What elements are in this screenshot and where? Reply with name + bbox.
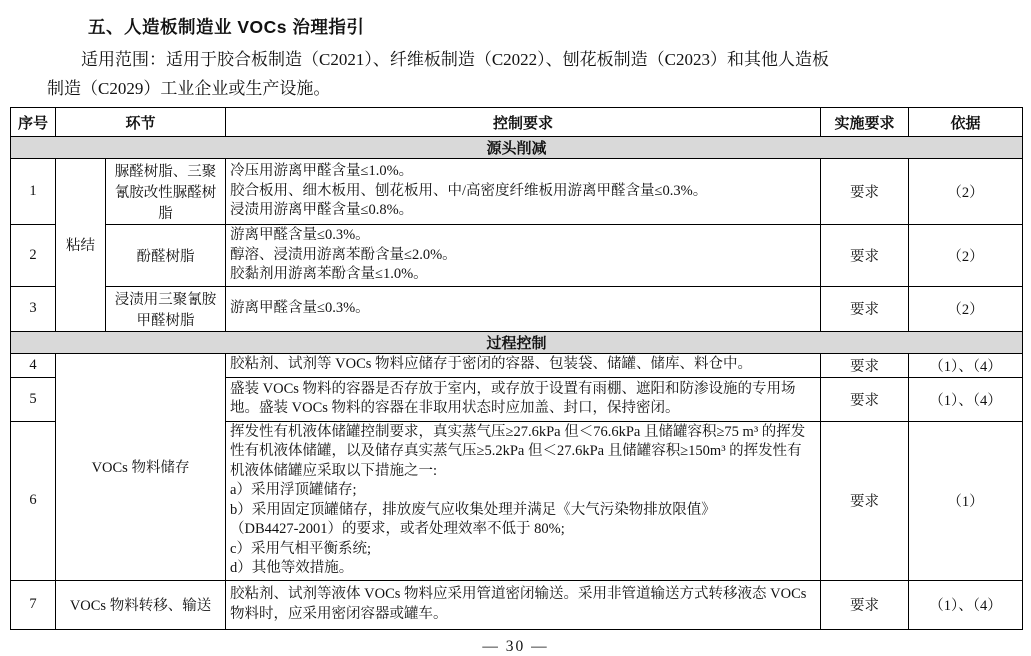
implementation-cell: 要求: [821, 580, 909, 629]
table-header-row: [11, 108, 1023, 137]
stage-group-bonding: 粘结: [56, 159, 106, 332]
control-line: b）采用固定顶罐储存，排放废气应收集处理并满足《大气污染物排放限值》: [230, 501, 716, 518]
control-line: 浸渍用游离甲醛含量≤0.8%。: [230, 202, 414, 219]
section-source-reduction: [11, 137, 1023, 159]
section-label: 源头削减: [11, 137, 1023, 159]
implementation-cell: 要求: [821, 159, 909, 225]
stage-cell: 脲醛树脂、三聚氰胺改性脲醛树脂: [106, 159, 226, 225]
control-line: 胶黏剂用游离苯酚含量≤1.0%。: [230, 266, 428, 282]
control-line: 挥发性有机液体储罐控制要求，真实蒸气压≥27.6kPa 但＜76.6kPa 且储罐容积≥75 m³ 的挥发性有机液体储罐，以及储存真实蒸气压≥5.2kPa 但＜27.6kPa 且储罐容积≥150m³ 的挥发性有机液体储罐应采取以下措施之一:: [230, 423, 806, 479]
basis-cell: （1）: [909, 421, 1023, 580]
row-no: 5: [11, 377, 56, 421]
control-line: 醇溶、浸渍用游离苯酚含量≤2.0%。: [230, 246, 457, 263]
row-no: 1: [11, 159, 56, 225]
control-line: 胶粘剂、试剂等 VOCs 物料应储存于密闭的容器、包装袋、储罐、储库、料仓中。: [230, 356, 753, 373]
stage-group-storage: VOCs 物料储存: [56, 353, 226, 580]
control-line: 游离甲醛含量≤0.3%。: [230, 299, 370, 316]
basis-cell: （1）、（4）: [909, 353, 1023, 377]
row-no: 2: [11, 225, 56, 287]
control-cell: [226, 353, 821, 377]
page-number: — 30 —: [482, 637, 549, 655]
control-cell: [226, 159, 821, 225]
scope-line-1: 适用范围：适用于胶合板制造（C2021）、纤维板制造（C2022）、刨花板制造（C2023）和其他人造板: [81, 50, 830, 69]
section-label: 过程控制: [11, 331, 1023, 353]
section-process-control: [11, 331, 1023, 353]
control-cell: [226, 225, 821, 287]
control-line: 胶粘剂、试剂等液体 VOCs 物料应采用管道密闭输送。采用非管道输送方式转移液态 VOCs 物料时，应采用密闭容器或罐车。: [230, 586, 807, 622]
implementation-cell: 要求: [821, 353, 909, 377]
control-line: 盛装 VOCs 物料的容器是否存放于室内，或存放于设置有雨棚、遮阳和防渗设施的专用场地。盛装 VOCs 物料的容器在非取用状态时应加盖、封口，保持密闭。: [230, 380, 796, 416]
implementation-cell: 要求: [821, 377, 909, 421]
header-no: 序号: [11, 108, 56, 137]
stage-cell: 酚醛树脂: [106, 225, 226, 287]
header-stage: 环节: [56, 108, 226, 137]
page-title: 五、人造板制造业 VOCs 治理指引: [88, 17, 365, 37]
header-basis: 依据: [909, 108, 1023, 137]
basis-cell: （2）: [909, 286, 1023, 331]
basis-cell: （2）: [909, 225, 1023, 287]
table-row: [11, 225, 1023, 287]
control-line: d）其他等效措施。: [230, 560, 354, 576]
basis-cell: （2）: [909, 159, 1023, 225]
implementation-cell: 要求: [821, 421, 909, 580]
table-row: [11, 580, 1023, 629]
control-line: 游离甲醛含量≤0.3%。: [230, 227, 370, 243]
basis-cell: （1）、（4）: [909, 377, 1023, 421]
control-cell: [226, 580, 821, 629]
scope-paragraph: [47, 45, 1022, 103]
vocs-control-table: [10, 107, 1023, 630]
stage-transfer: VOCs 物料转移、输送: [56, 580, 226, 629]
table-row: [11, 286, 1023, 331]
row-no: 4: [11, 353, 56, 377]
control-line: c）采用气相平衡系统;: [230, 540, 371, 557]
control-line: （DB4427-2001）的要求，或者处理效率不低于 80%;: [230, 521, 565, 537]
control-cell: [226, 286, 821, 331]
control-line: 胶合板用、细木板用、刨花板用、中/高密度纤维板用游离甲醛含量≤0.3%。: [230, 182, 708, 199]
header-control: 控制要求: [226, 108, 821, 137]
scope-line-2: 制造（C2029）工业企业或生产设施。: [47, 79, 331, 98]
control-cell: [226, 377, 821, 421]
control-line: 冷压用游离甲醛含量≤1.0%。: [230, 163, 414, 180]
row-no: 6: [11, 421, 56, 580]
row-no: 7: [11, 580, 56, 629]
implementation-cell: 要求: [821, 286, 909, 331]
implementation-cell: 要求: [821, 225, 909, 287]
control-line: a）采用浮顶罐储存;: [230, 482, 357, 498]
row-no: 3: [11, 286, 56, 331]
stage-cell: 浸渍用三聚氰胺甲醛树脂: [106, 286, 226, 331]
table-row: [11, 353, 1023, 377]
basis-cell: （1）、（4）: [909, 580, 1023, 629]
table-row: [11, 159, 1023, 225]
header-implementation: 实施要求: [821, 108, 909, 137]
control-cell: [226, 421, 821, 580]
